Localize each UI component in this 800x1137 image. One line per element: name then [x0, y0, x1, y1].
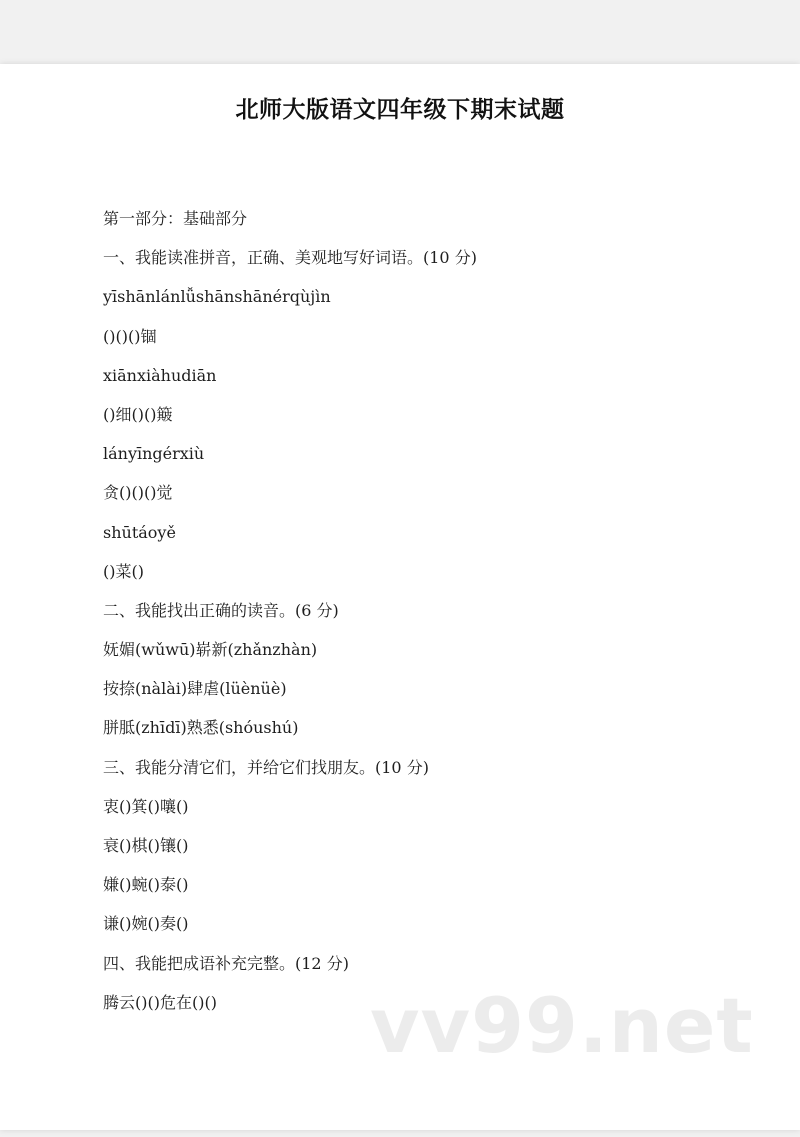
section-heading: 第一部分：基础部分 [103, 209, 248, 228]
question-heading: 一、我能读准拼音，正确、美观地写好词语。(10 分) [103, 248, 477, 268]
blank-line: ()()()锢 [103, 326, 157, 346]
page-title: 北师大版语文四年级下期末试题 [235, 97, 565, 123]
question-heading: 四、我能把成语补充完整。(12 分) [103, 953, 349, 973]
blank-line: ()菜() [103, 561, 144, 581]
exam-content [103, 206, 723, 1029]
blank-line: ()细()()簸 [103, 404, 173, 424]
reading-choice-line: 按捺(nàlài)肆虐(lüènüè) [103, 679, 287, 699]
pinyin-line: yīshānlánlǚshānshānérqùjìn [103, 287, 331, 307]
character-line: 衰()棋()镶() [103, 836, 189, 855]
character-line: 嫌()蜿()泰() [103, 875, 189, 895]
pinyin-line: xiānxiàhudiān [103, 365, 217, 385]
question-heading: 三、我能分清它们，并给它们找朋友。(10 分) [103, 757, 429, 777]
reading-choice-line: 胼胝(zhīdī)熟悉(shóushú) [103, 718, 299, 738]
blank-line: 贪()()()觉 [103, 483, 173, 503]
character-line: 谦()婉()奏() [103, 914, 189, 934]
watermark: vv99.net [370, 981, 754, 1070]
character-line: 衷()箕()嚷() [103, 796, 189, 816]
pinyin-line: shūtáoyě [103, 522, 176, 542]
pinyin-line: lányīngérxiù [103, 444, 205, 464]
reading-choice-line: 妩媚(wǔwū)崭新(zhǎnzhàn) [103, 640, 318, 660]
question-heading: 二、我能找出正确的读音。(6 分) [103, 600, 339, 620]
idiom-line: 腾云()()危在()() [103, 992, 217, 1012]
